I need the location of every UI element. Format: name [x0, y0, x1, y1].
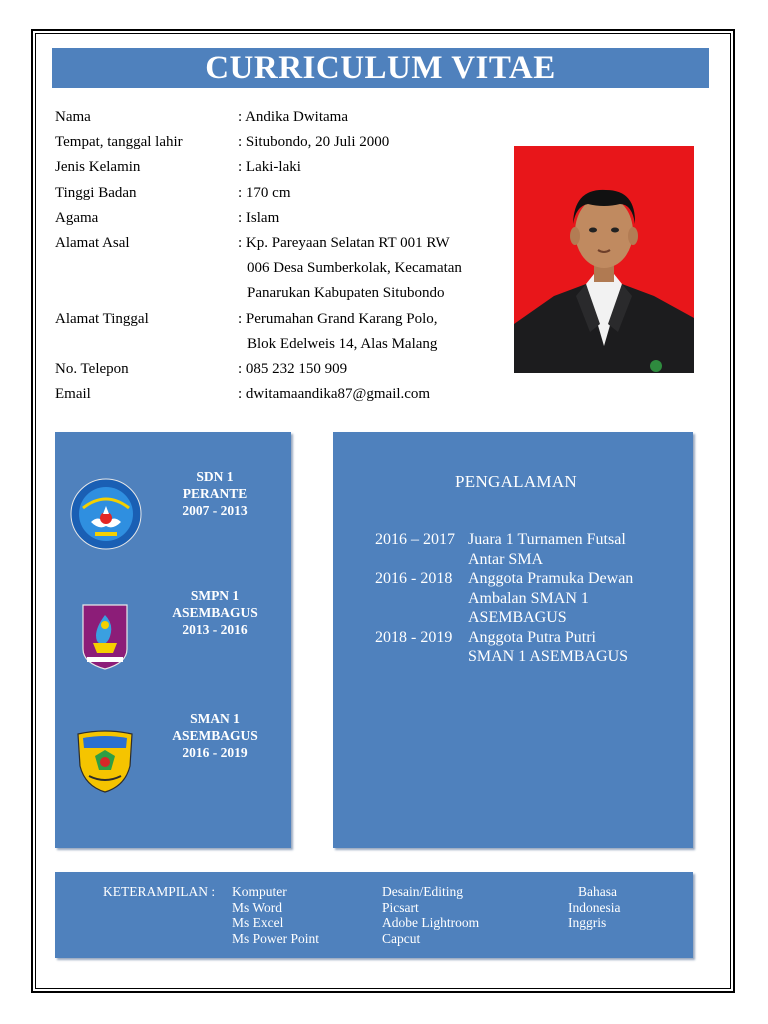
- experience-item: [375, 530, 685, 569]
- info-label: Tempat, tanggal lahir: [55, 134, 183, 151]
- info-label: Jenis Kelamin: [55, 159, 141, 176]
- info-value: : 085 232 150 909: [238, 360, 348, 377]
- info-value: : Laki-laki: [238, 159, 301, 176]
- personal-info: [55, 105, 495, 407]
- skill-item: Inggris: [568, 915, 607, 930]
- experience-heading: PENGALAMAN: [455, 472, 577, 491]
- info-label: Alamat Asal: [55, 234, 130, 251]
- info-label: No. Telepon: [55, 360, 129, 377]
- education-text: [155, 710, 275, 761]
- info-value: : Kp. Pareyaan Selatan RT 001 RW: [238, 234, 450, 251]
- skill-item: Adobe Lightroom: [382, 915, 480, 930]
- school-years: 2016 - 2019: [182, 745, 248, 760]
- experience-line: Anggota Pramuka Dewan: [468, 570, 634, 587]
- info-value: 006 Desa Sumberkolak, Kecamatan: [247, 260, 462, 277]
- info-label: Email: [55, 386, 91, 403]
- education-panel: [55, 432, 291, 848]
- info-value: Blok Edelweis 14, Alas Malang: [247, 335, 438, 352]
- info-row: [55, 357, 495, 382]
- school-years: 2007 - 2013: [182, 503, 248, 518]
- info-value: : Andika Dwitama: [238, 109, 348, 125]
- skill-item: Bahasa: [578, 884, 617, 899]
- skills-column-language: [568, 884, 620, 931]
- info-row: [55, 307, 495, 332]
- school-place: PERANTE: [182, 486, 248, 501]
- info-row: [55, 256, 495, 281]
- education-text: [155, 468, 275, 519]
- info-row: [55, 130, 495, 155]
- info-row: [55, 155, 495, 180]
- skills-column-computer: [232, 884, 319, 946]
- experience-years: 2016 - 2018: [375, 570, 453, 587]
- portrait-illustration: [514, 146, 694, 373]
- school-place: ASEMBAGUS: [172, 605, 258, 620]
- info-row: [55, 382, 495, 407]
- experience-list: [375, 530, 685, 667]
- skill-item: Capcut: [382, 930, 421, 946]
- skill-item: Ms Excel: [232, 915, 284, 930]
- info-label: Alamat Tinggal: [55, 310, 149, 327]
- school-name: SMAN 1: [190, 711, 240, 726]
- info-value: : Islam: [238, 209, 280, 226]
- smpn-shield-icon: [79, 603, 131, 676]
- info-value: : Perumahan Grand Karang Polo,: [238, 310, 438, 327]
- skill-item: Picsart: [382, 899, 419, 915]
- experience-years: 2016 – 2017: [375, 531, 455, 548]
- skills-panel: [55, 872, 693, 958]
- education-text: [155, 587, 275, 638]
- info-label: Tinggi Badan: [55, 184, 137, 201]
- skill-item: Indonesia: [568, 899, 621, 915]
- school-place: ASEMBAGUS: [172, 728, 258, 743]
- experience-line: Ambalan SMAN 1: [468, 589, 589, 607]
- experience-line: SMAN 1 ASEMBAGUS: [468, 648, 629, 665]
- skill-item: Desain/Editing: [382, 884, 463, 899]
- info-row: [55, 206, 495, 231]
- skill-item: Komputer: [232, 884, 287, 899]
- experience-years: 2018 - 2019: [375, 628, 453, 646]
- experience-panel: [333, 432, 693, 848]
- experience-line: Juara 1 Turnamen Futsal: [468, 531, 626, 548]
- info-label: Nama: [55, 109, 91, 125]
- experience-item: [375, 628, 685, 667]
- tut-wuri-handayani-icon: [69, 478, 143, 555]
- info-row: [55, 281, 495, 306]
- experience-line: ASEMBAGUS: [468, 609, 567, 626]
- info-value: : Situbondo, 20 Juli 2000: [238, 134, 390, 151]
- school-years: 2013 - 2016: [182, 622, 248, 637]
- school-name: SMPN 1: [190, 588, 240, 603]
- info-value: Panarukan Kabupaten Situbondo: [247, 285, 445, 302]
- school-name: SDN 1: [196, 469, 234, 484]
- skills-column-design: [382, 884, 479, 946]
- info-row: [55, 231, 495, 256]
- skill-item: Ms Power Point: [232, 930, 320, 946]
- skill-item: Ms Word: [232, 899, 283, 915]
- document-title: CURRICULUM VITAE: [52, 48, 709, 88]
- info-label: Agama: [55, 209, 99, 226]
- info-row: [55, 105, 495, 130]
- info-row: [55, 181, 495, 206]
- info-row: [55, 332, 495, 357]
- skills-label: KETERAMPILAN :: [103, 884, 216, 899]
- sman-shield-icon: [75, 730, 135, 799]
- experience-item: [375, 569, 685, 628]
- profile-photo: [514, 146, 694, 373]
- experience-line: Antar SMA: [468, 550, 544, 568]
- info-value: : 170 cm: [238, 184, 291, 201]
- experience-line: Anggota Putra Putri: [468, 628, 596, 646]
- info-value: : dwitamaandika87@gmail.com: [238, 386, 431, 403]
